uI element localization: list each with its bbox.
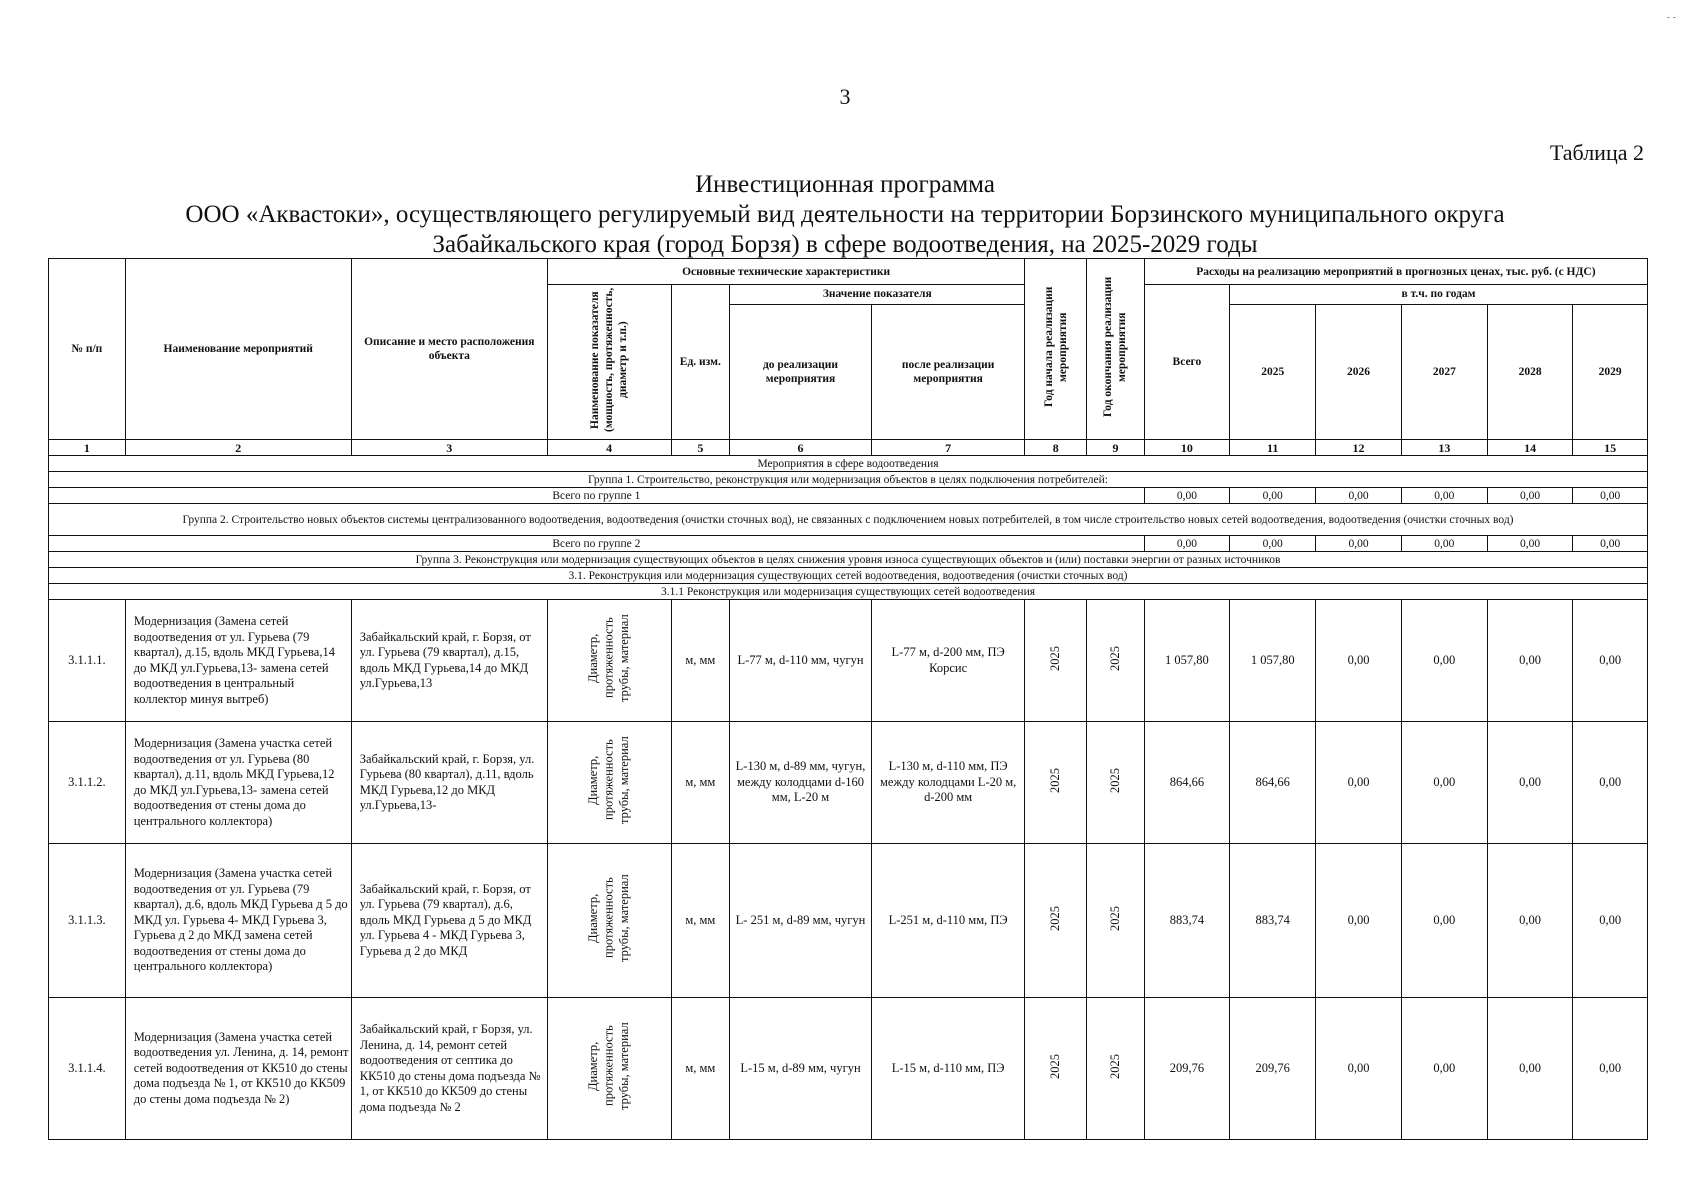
header-year-start: Год начала реализации мероприятия <box>1025 259 1087 440</box>
row-end-year: 2025 <box>1087 844 1145 998</box>
row-end-year: 2025 <box>1087 600 1145 722</box>
row-2026: 0,00 <box>1316 722 1401 844</box>
col-number: 9 <box>1087 440 1145 456</box>
col-number: 3 <box>351 440 547 456</box>
investment-table <box>48 258 1648 1140</box>
group3-sub1: 3.1. Реконструкция или модернизация существующих сетей водоотведения, водоотведения (очистки сточных вод) <box>49 568 1648 584</box>
group1-2026: 0,00 <box>1316 488 1401 504</box>
group2-2025: 0,00 <box>1230 536 1316 552</box>
row-desc: Забайкальский край, г Борзя, ул. Ленина, д. 14, ремонт сетей водоотведения от септика до КК510 до стены дома подъезда № 1, от КК510 до КК509 до стены дома подъезда № 2 <box>351 998 547 1140</box>
table-label: Таблица 2 <box>1549 140 1644 165</box>
col-number: 14 <box>1487 440 1572 456</box>
col-number: 8 <box>1025 440 1087 456</box>
header-name: Наименование мероприятий <box>125 259 351 440</box>
row-2028: 0,00 <box>1487 998 1572 1140</box>
row-total: 209,76 <box>1144 998 1229 1140</box>
row-total: 864,66 <box>1144 722 1229 844</box>
group2-total: 0,00 <box>1144 536 1229 552</box>
page-number: 3 <box>839 84 851 109</box>
row-2025: 209,76 <box>1230 998 1316 1140</box>
table-row <box>49 722 1648 844</box>
row-2027: 0,00 <box>1401 722 1487 844</box>
group1-2027: 0,00 <box>1401 488 1487 504</box>
row-before: L- 251 м, d-89 мм, чугун <box>730 844 872 998</box>
row-desc: Забайкальский край, г. Борзя, от ул. Гурьева (79 квартал), д.6, вдоль МКД Гурьева д 5 до МКД ул. Гурьева 4 - МКД Гурьева 3, Гурьева д 2 до МКД <box>351 844 547 998</box>
row-before: L-15 м, d-89 мм, чугун <box>730 998 872 1140</box>
row-start-year: 2025 <box>1025 844 1087 998</box>
row-after: L-77 м, d-200 мм, ПЭ Корсис <box>871 600 1025 722</box>
row-end-year: 2025 <box>1087 722 1145 844</box>
header-2028: 2028 <box>1487 304 1572 439</box>
row-total: 883,74 <box>1144 844 1229 998</box>
row-indicator: Диаметр, протяженность трубы, материал <box>547 722 671 844</box>
row-indicator: Диаметр, протяженность трубы, материал <box>547 844 671 998</box>
row-unit: м, мм <box>671 600 730 722</box>
header-desc: Описание и место расположения объекта <box>351 259 547 440</box>
group1-total-label: Всего по группе 1 <box>49 488 1145 504</box>
row-2029: 0,00 <box>1573 722 1648 844</box>
row-unit: м, мм <box>671 844 730 998</box>
row-2028: 0,00 <box>1487 844 1572 998</box>
row-indicator: Диаметр, протяженность трубы, материал <box>547 600 671 722</box>
col-number: 10 <box>1144 440 1229 456</box>
col-number: 15 <box>1573 440 1648 456</box>
col-number: 2 <box>125 440 351 456</box>
row-end-year: 2025 <box>1087 998 1145 1140</box>
group2-title: Группа 2. Строительство новых объектов системы централизованного водоотведения, водоотведения (очистки сточных вод), не связанных с подключением новых потребителей, в том числе строительство новых сетей водоотведения, водоотведения (очистки сточных вод) <box>49 504 1648 536</box>
group3-title: Группа 3. Реконструкция или модернизация существующих объектов в целях снижения уровня износа существующих объектов и (или) поставки энергии от разных источников <box>49 552 1648 568</box>
row-start-year: 2025 <box>1025 998 1087 1140</box>
col-number: 7 <box>871 440 1025 456</box>
header-tech: Основные технические характеристики <box>547 259 1025 285</box>
row-desc: Забайкальский край, г. Борзя, от ул. Гурьева (79 квартал), д.15, вдоль МКД Гурьева,14 до МКД ул.Гурьева,13 <box>351 600 547 722</box>
group3-sub2: 3.1.1 Реконструкция или модернизация существующих сетей водоотведения <box>49 584 1648 600</box>
row-desc: Забайкальский край, г. Борзя, ул. Гурьева (80 квартал), д.11, вдоль МКД Гурьева,12 до МКД ул.Гурьева,13- <box>351 722 547 844</box>
row-unit: м, мм <box>671 998 730 1140</box>
section-title: Мероприятия в сфере водоотведения <box>49 456 1648 472</box>
col-number: 1 <box>49 440 126 456</box>
row-2025: 1 057,80 <box>1230 600 1316 722</box>
table-row <box>49 600 1648 722</box>
header-before: до реализации мероприятия <box>730 304 872 439</box>
scan-mark: - - <box>1666 12 1676 23</box>
row-num: 3.1.1.1. <box>49 600 126 722</box>
row-2029: 0,00 <box>1573 844 1648 998</box>
header-num: № п/п <box>49 259 126 440</box>
header-2027: 2027 <box>1401 304 1487 439</box>
row-num: 3.1.1.2. <box>49 722 126 844</box>
row-after: L-251 м, d-110 мм, ПЭ <box>871 844 1025 998</box>
col-number: 6 <box>730 440 872 456</box>
row-2026: 0,00 <box>1316 844 1401 998</box>
row-2027: 0,00 <box>1401 600 1487 722</box>
row-after: L-130 м, d-110 мм, ПЭ между колодцами L-20 м, d-200 мм <box>871 722 1025 844</box>
col-number: 12 <box>1316 440 1401 456</box>
group2-total-label: Всего по группе 2 <box>49 536 1145 552</box>
row-2027: 0,00 <box>1401 844 1487 998</box>
row-2029: 0,00 <box>1573 600 1648 722</box>
row-after: L-15 м, d-110 мм, ПЭ <box>871 998 1025 1140</box>
header-indicator-name: Наименование показателя (мощность, протяженность, диаметр и т.п.) <box>547 285 671 440</box>
row-indicator: Диаметр, протяженность трубы, материал <box>547 998 671 1140</box>
header-unit: Ед. изм. <box>671 285 730 440</box>
header-by-years: в т.ч. по годам <box>1230 285 1648 305</box>
col-number: 13 <box>1401 440 1487 456</box>
table-row <box>49 844 1648 998</box>
row-2025: 864,66 <box>1230 722 1316 844</box>
row-num: 3.1.1.3. <box>49 844 126 998</box>
group2-2029: 0,00 <box>1573 536 1648 552</box>
col-number: 11 <box>1230 440 1316 456</box>
row-2027: 0,00 <box>1401 998 1487 1140</box>
header-value: Значение показателя <box>730 285 1025 305</box>
row-2028: 0,00 <box>1487 722 1572 844</box>
row-before: L-77 м, d-110 мм, чугун <box>730 600 872 722</box>
column-numbers-row <box>49 440 1648 456</box>
group1-2028: 0,00 <box>1487 488 1572 504</box>
group2-2026: 0,00 <box>1316 536 1401 552</box>
group1-title: Группа 1. Строительство, реконструкция или модернизация объектов в целях подключения потребителей: <box>49 472 1648 488</box>
col-number: 5 <box>671 440 730 456</box>
row-2028: 0,00 <box>1487 600 1572 722</box>
header-2029: 2029 <box>1573 304 1648 439</box>
title-line-3: Забайкальского края (город Борзя) в сфере водоотведения, на 2025-2029 годы <box>432 231 1258 258</box>
row-start-year: 2025 <box>1025 722 1087 844</box>
group1-2025: 0,00 <box>1230 488 1316 504</box>
header-2026: 2026 <box>1316 304 1401 439</box>
col-number: 4 <box>547 440 671 456</box>
table-row <box>49 998 1648 1140</box>
document-title <box>0 170 1690 260</box>
row-name: Модернизация (Замена сетей водоотведения от ул. Гурьева (79 квартал), д.15, вдоль МКД Гурьева,14 до МКД ул.Гурьева,13- замена сетей водоотведения в центральный коллектор минуя вытреб) <box>125 600 351 722</box>
group1-2029: 0,00 <box>1573 488 1648 504</box>
header-year-end: Год окончания реализации мероприятия <box>1087 259 1145 440</box>
header-2025: 2025 <box>1230 304 1316 439</box>
group2-2027: 0,00 <box>1401 536 1487 552</box>
row-2029: 0,00 <box>1573 998 1648 1140</box>
row-num: 3.1.1.4. <box>49 998 126 1140</box>
row-2025: 883,74 <box>1230 844 1316 998</box>
group1-total: 0,00 <box>1144 488 1229 504</box>
row-start-year: 2025 <box>1025 600 1087 722</box>
header-after: после реализации мероприятия <box>871 304 1025 439</box>
row-2026: 0,00 <box>1316 998 1401 1140</box>
group2-2028: 0,00 <box>1487 536 1572 552</box>
row-name: Модернизация (Замена участка сетей водоотведения от ул. Гурьева (80 квартал), д.11, вдоль МКД Гурьева,12 до МКД ул.Гурьева,13- замена сетей водоотведения от стены дома до центрального коллектора) <box>125 722 351 844</box>
title-line-2: ООО «Аквастоки», осуществляющего регулируемый вид деятельности на территории Борзинского муниципального округа <box>185 201 1505 228</box>
header-costs: Расходы на реализацию мероприятий в прогнозных ценах, тыс. руб. (с НДС) <box>1144 259 1647 285</box>
row-unit: м, мм <box>671 722 730 844</box>
row-2026: 0,00 <box>1316 600 1401 722</box>
row-before: L-130 м, d-89 мм, чугун, между колодцами d-160 мм, L-20 м <box>730 722 872 844</box>
title-line-1: Инвестиционная программа <box>695 171 995 198</box>
row-name: Модернизация (Замена участка сетей водоотведения от ул. Гурьева (79 квартал), д.6, вдоль МКД Гурьева д 5 до МКД ул. Гурьева 4- МКД Гурьева 3, Гурьева д 2 до МКД замена сетей водоотведения от стены дома до центрального коллектора) <box>125 844 351 998</box>
row-name: Модернизация (Замена участка сетей водоотведения ул. Ленина, д. 14, ремонт сетей водоотведения от КК510 до стены дома подъезда № 1, от КК510 до КК509 до стены дома подъезда № 2) <box>125 998 351 1140</box>
row-total: 1 057,80 <box>1144 600 1229 722</box>
header-total: Всего <box>1144 285 1229 440</box>
